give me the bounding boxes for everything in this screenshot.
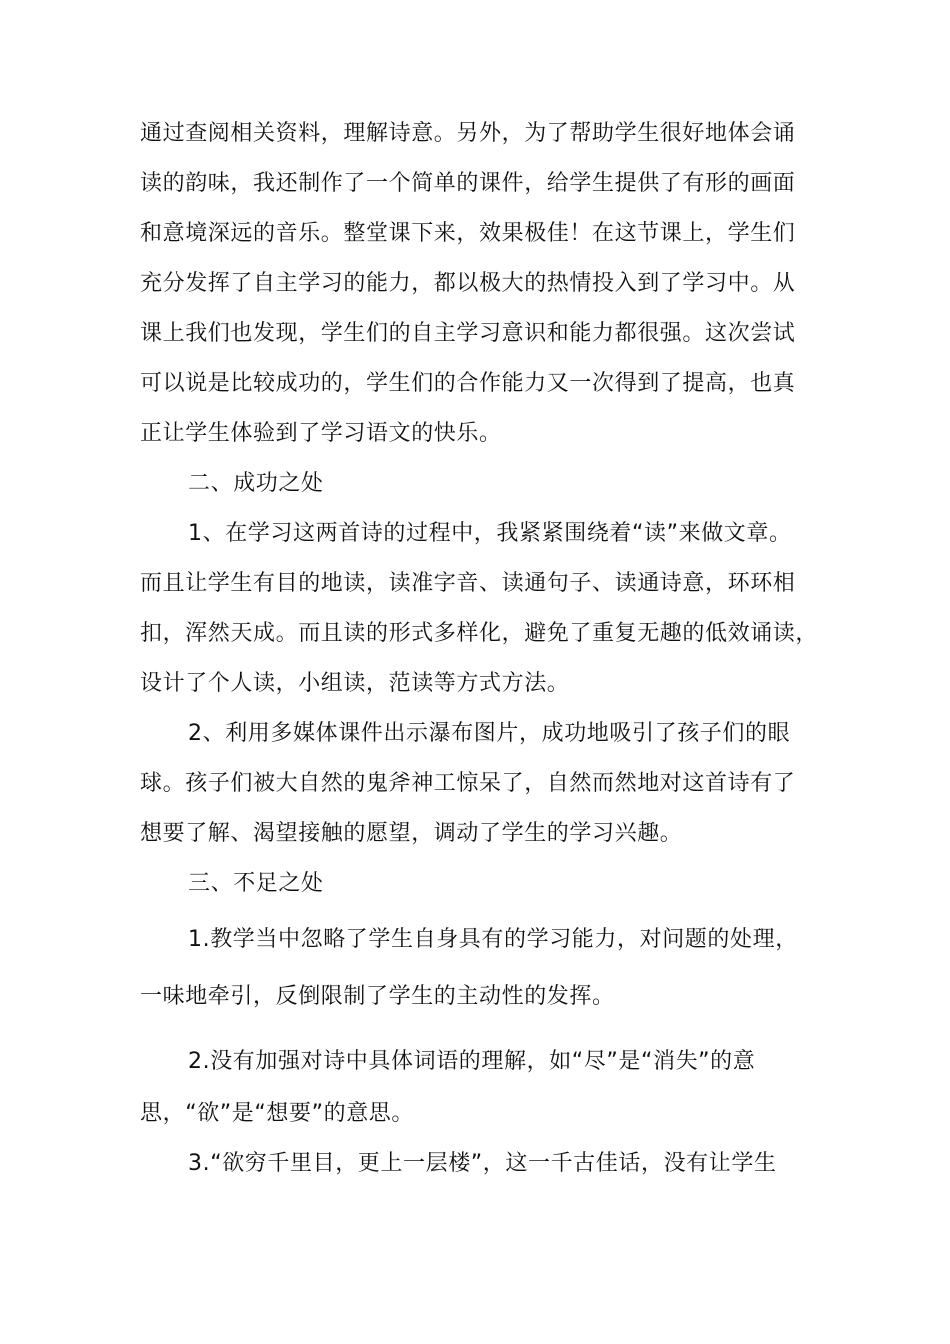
text-line: 扣，浑然天成。而且读的形式多样化，避免了重复无趣的低效诵读， — [140, 621, 819, 646]
text-line: 想要了解、渴望接触的愿望，调动了学生的学习兴趣。 — [140, 821, 683, 846]
text-line: 1、在学习这两首诗的过程中，我紧紧围绕着“读”来做文章。 — [188, 521, 792, 546]
text-line: 充分发挥了自主学习的能力，都以极大的热情投入到了学习中。从 — [140, 271, 796, 296]
text-line: 和意境深远的音乐。整堂课下来，效果极佳！在这节课上，学生们 — [140, 221, 796, 246]
text-line: 2、利用多媒体课件出示瀑布图片，成功地吸引了孩子们的眼 — [188, 721, 791, 746]
section-heading: 二、成功之处 — [188, 471, 324, 496]
text-line: 课上我们也发现，学生们的自主学习意识和能力都很强。这次尝试 — [140, 321, 796, 346]
text-line: 1.教学当中忽略了学生自身具有的学习能力，对问题的处理， — [188, 927, 798, 952]
text-line: 一味地牵引，反倒限制了学生的主动性的发挥。 — [140, 984, 615, 1009]
text-line: 设计了个人读，小组读，范读等方式方法。 — [140, 671, 570, 696]
text-line: 可以说是比较成功的，学生们的合作能力又一次得到了提高，也真 — [140, 371, 796, 396]
text-line: 3.“欲穷千里目，更上一层楼”，这一千古佳话，没有让学生 — [188, 1151, 777, 1176]
text-line: 而且让学生有目的地读，读准字音、读通句子、读通诗意，环环相 — [140, 571, 796, 596]
text-line: 正让学生体验到了学习语文的快乐。 — [140, 421, 502, 446]
section-heading: 三、不足之处 — [188, 871, 324, 896]
text-line: 通过查阅相关资料，理解诗意。另外，为了帮助学生很好地体会诵 — [140, 121, 796, 146]
text-line: 思，“欲”是“想要”的意思。 — [140, 1101, 414, 1126]
text-line: 读的韵味，我还制作了一个简单的课件，给学生提供了有形的画面 — [140, 171, 796, 196]
text-line: 球。孩子们被大自然的鬼斧神工惊呆了，自然而然地对这首诗有了 — [140, 771, 796, 796]
text-line: 2.没有加强对诗中具体词语的理解，如“尽”是“消失”的意 — [188, 1049, 756, 1074]
